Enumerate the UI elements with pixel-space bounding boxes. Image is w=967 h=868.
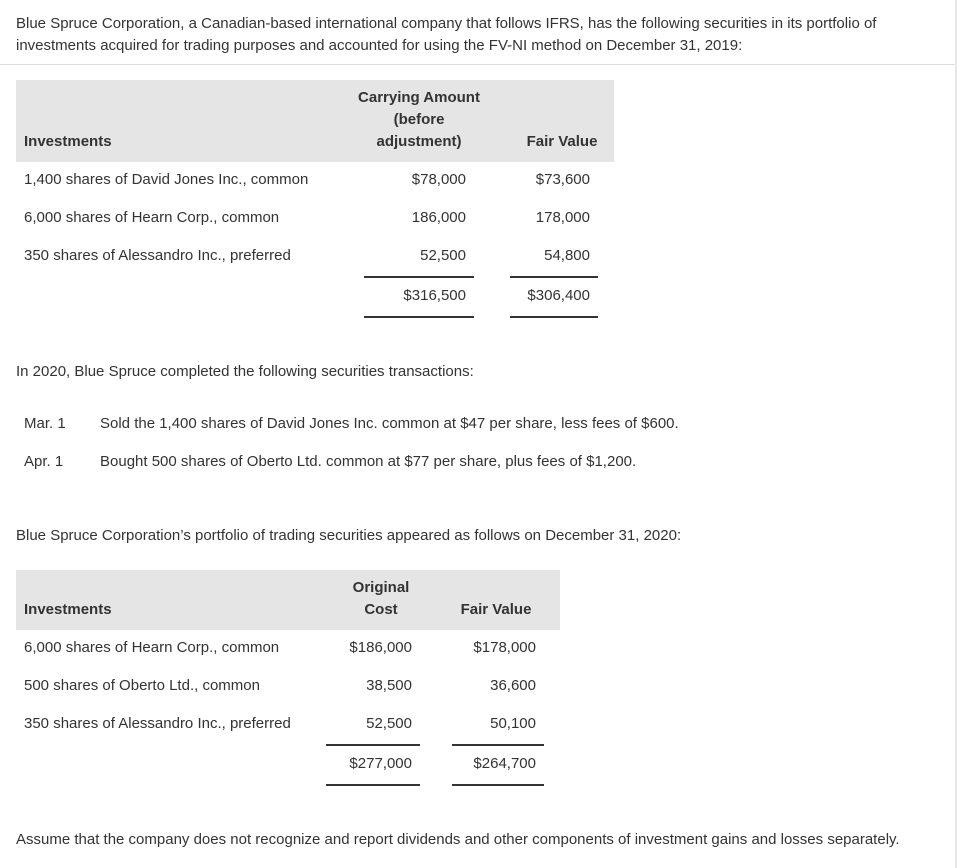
table-2019-total-rule-carrying — [364, 316, 474, 318]
intro-paragraph: Blue Spruce Corporation, a Canadian-based international company that follows IFRS, has the following securities in its portfolio of investments acquired for trading purposes and accounted for using the FV-NI method on December 31, 2019: — [16, 15, 877, 54]
table-2020-row-1-cost: $186,000 — [349, 639, 412, 656]
transaction-1-date: Mar. 1 — [24, 415, 66, 432]
table-2020-row-3-fair: 50,100 — [490, 715, 536, 732]
table-2019-header-carrying-line2: (before — [393, 111, 445, 128]
table-2019-row-1-name: 1,400 shares of David Jones Inc., common — [24, 171, 309, 188]
table-2019-row-2-carrying: 186,000 — [411, 209, 466, 226]
table-2019-row-1-carrying: $78,000 — [411, 171, 466, 188]
table-2020-row-1-name: 6,000 shares of Hearn Corp., common — [24, 639, 280, 656]
table-2020-header-fair-value: Fair Value — [460, 601, 532, 618]
table-2019-header-fair-value: Fair Value — [526, 133, 598, 150]
table-2020-total-rule-cost — [326, 784, 420, 786]
table-2020-subtotal-rule-fair — [452, 744, 544, 746]
portfolio-2020-intro: Blue Spruce Corporation’s portfolio of trading securities appeared as follows on December 31, 2020: — [16, 527, 682, 544]
transactions-intro: In 2020, Blue Spruce completed the following securities transactions: — [16, 363, 474, 380]
table-2019-header-investments: Investments — [24, 133, 112, 150]
table-2019-header-carrying-line3: adjustment) — [376, 133, 462, 150]
table-2019-total-fair: $306,400 — [527, 287, 590, 304]
transaction-2-date: Apr. 1 — [24, 453, 64, 470]
table-2019-row-3-name: 350 shares of Alessandro Inc., preferred — [24, 247, 291, 264]
table-2020-row-3-cost: 52,500 — [366, 715, 412, 732]
table-2019-subtotal-rule-carrying — [364, 276, 474, 278]
table-2020-row-2-fair: 36,600 — [490, 677, 536, 694]
table-2020-total-rule-fair — [452, 784, 544, 786]
table-2020-row-2-cost: 38,500 — [366, 677, 412, 694]
table-2019-row-3-carrying: 52,500 — [420, 247, 466, 264]
closing-paragraph: Assume that the company does not recognize and report dividends and other components of investment gains and losses separately. — [16, 831, 900, 848]
table-2020-row-1-fair: $178,000 — [473, 639, 536, 656]
transaction-2-text: Bought 500 shares of Oberto Ltd. common at $77 per share, plus fees of $1,200. — [100, 453, 637, 470]
table-2019-total-rule-fair — [510, 316, 598, 318]
table-2020-total-cost: $277,000 — [349, 755, 412, 772]
table-2020-header-investments: Investments — [24, 601, 112, 618]
transaction-1-text: Sold the 1,400 shares of David Jones Inc. common at $47 per share, less fees of $600. — [100, 415, 679, 432]
table-2019-total-carrying: $316,500 — [403, 287, 466, 304]
section-divider — [0, 64, 955, 65]
table-2019-subtotal-rule-fair — [510, 276, 598, 278]
table-2020-row-2-name: 500 shares of Oberto Ltd., common — [24, 677, 260, 694]
table-2019-row-1-fair: $73,600 — [535, 171, 590, 188]
table-2019-header-carrying-line1: Carrying Amount — [358, 89, 480, 106]
table-2020-header-cost-line2: Cost — [364, 601, 398, 618]
table-2019-row-2-fair: 178,000 — [535, 209, 590, 226]
table-2019-row-3-fair: 54,800 — [544, 247, 590, 264]
table-2020-subtotal-rule-cost — [326, 744, 420, 746]
table-2020-row-3-name: 350 shares of Alessandro Inc., preferred — [24, 715, 291, 732]
table-2020-header-cost-line1: Original — [352, 579, 410, 596]
table-2019-row-2-name: 6,000 shares of Hearn Corp., common — [24, 209, 280, 226]
table-2020-total-fair: $264,700 — [473, 755, 536, 772]
